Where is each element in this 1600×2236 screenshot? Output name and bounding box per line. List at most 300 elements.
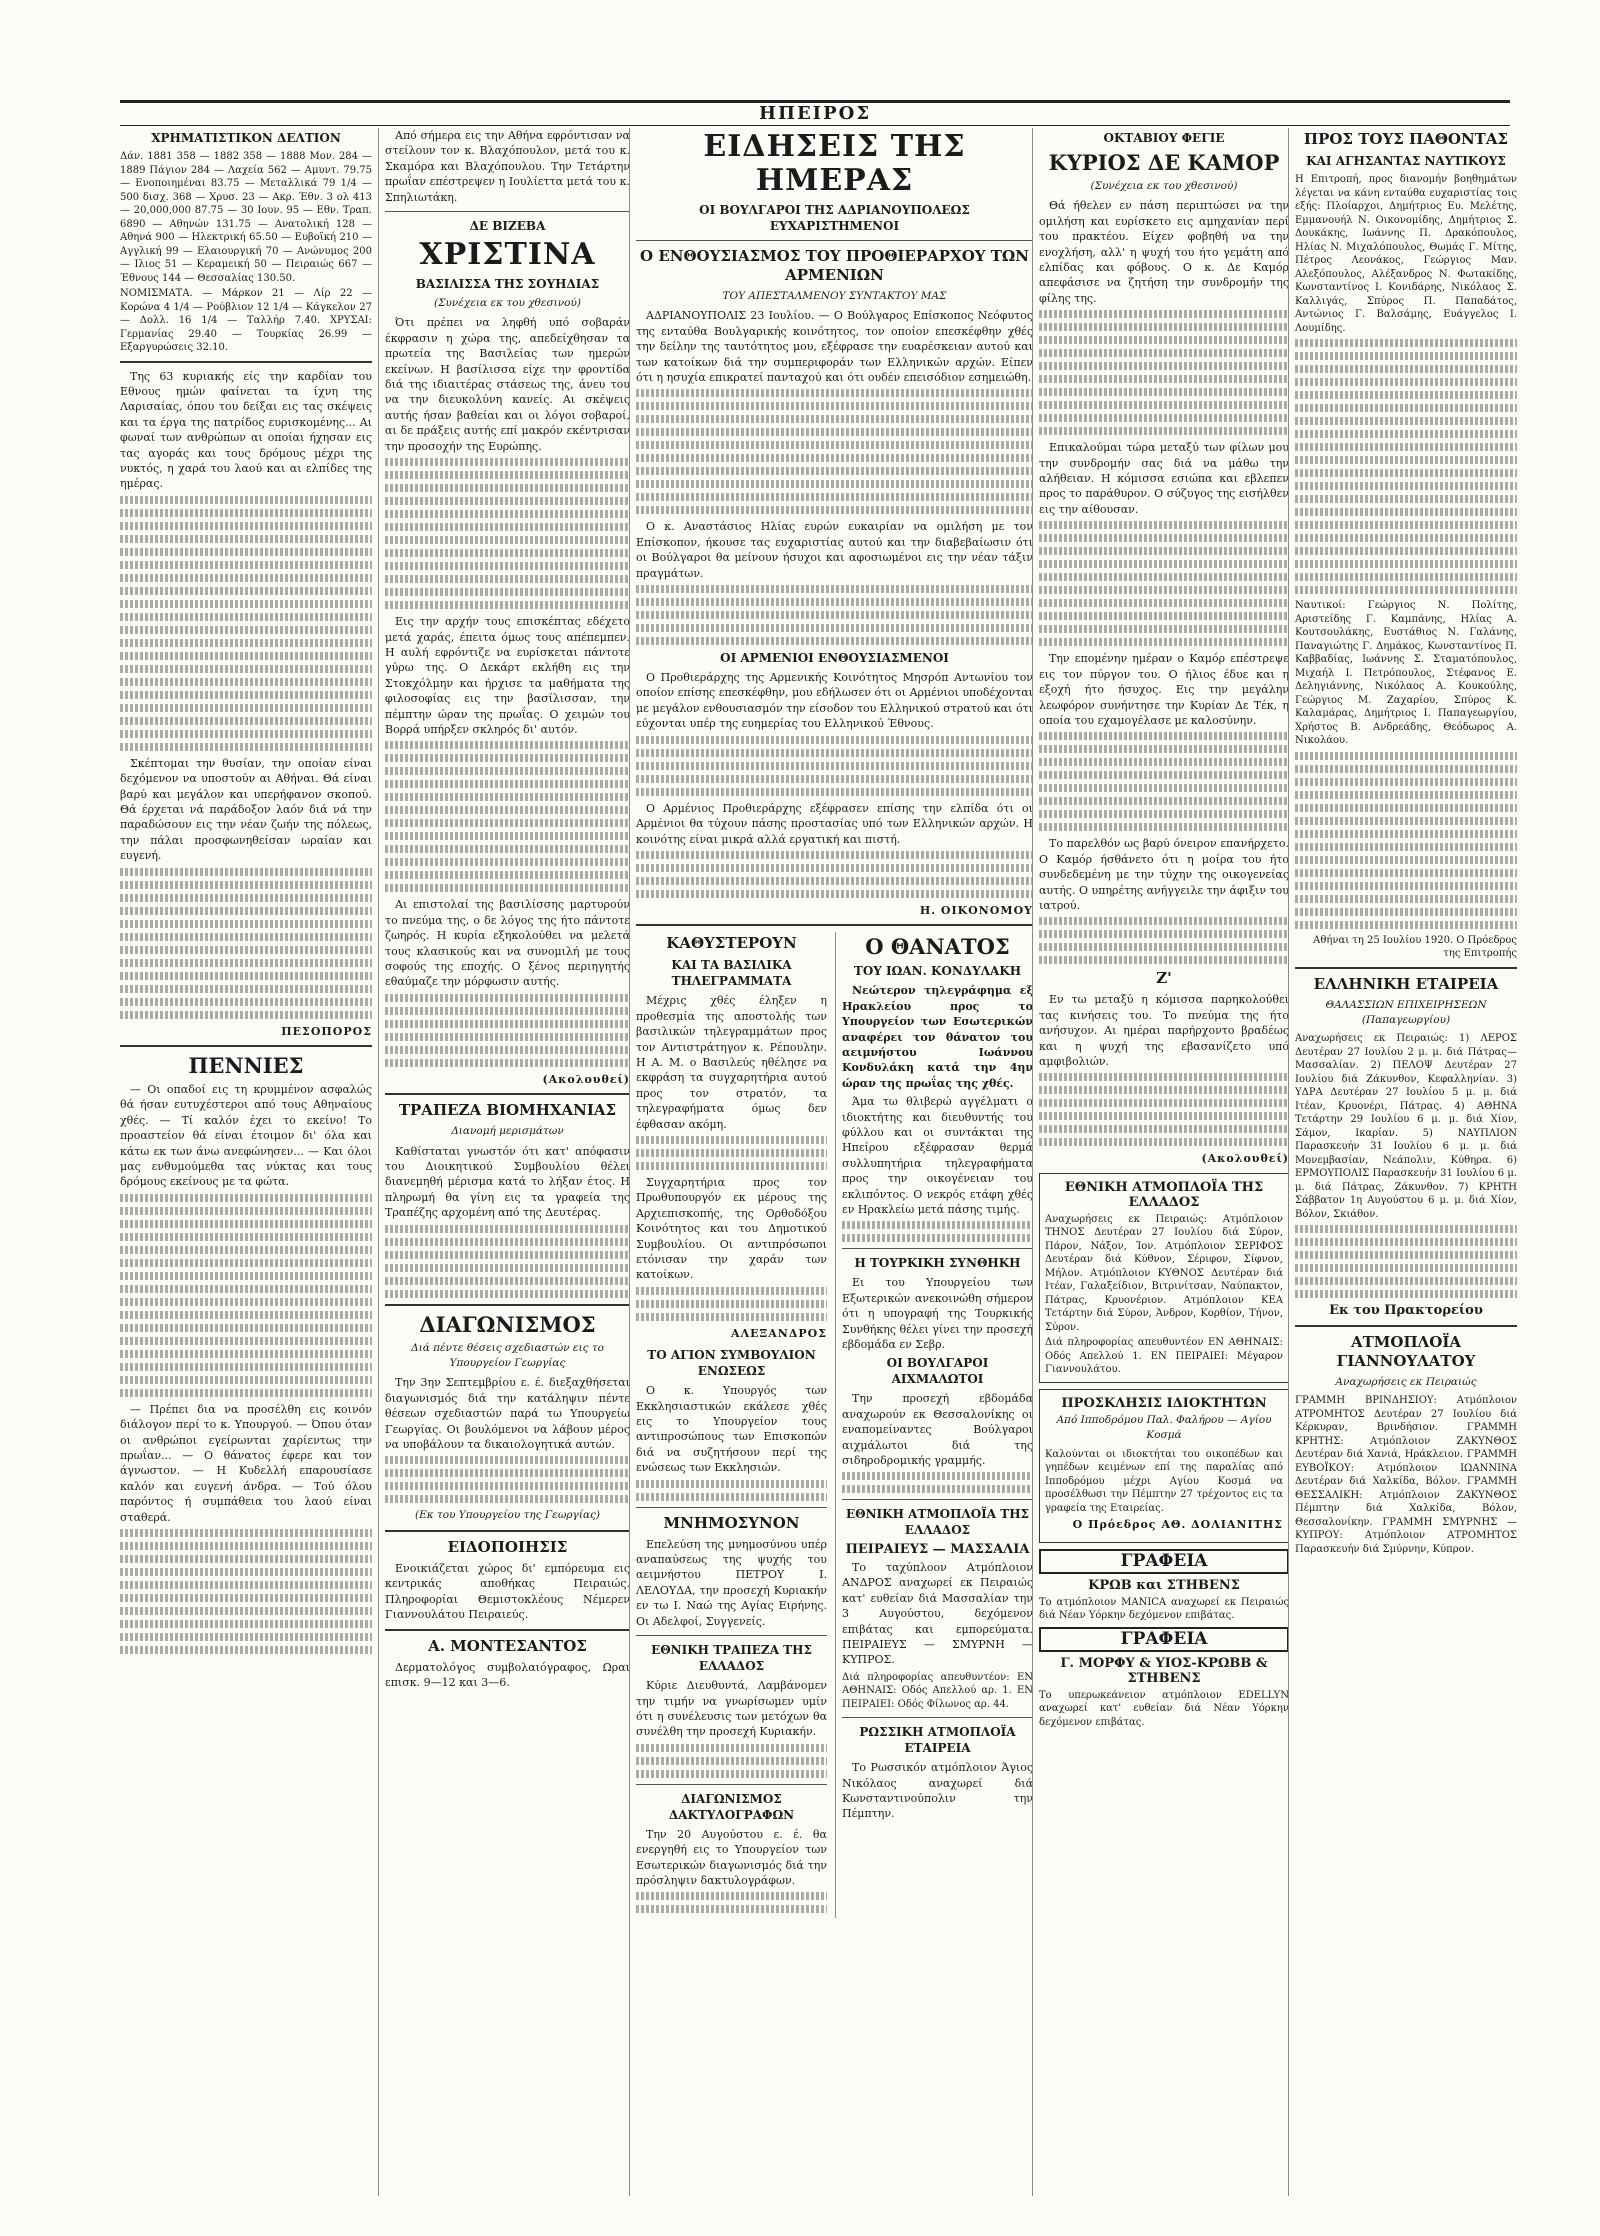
text-body	[1295, 417, 1517, 425]
text-body	[385, 767, 630, 775]
text-body	[1039, 534, 1289, 542]
text-body	[1295, 339, 1517, 347]
divider	[120, 1045, 372, 1047]
serial-subtitle: ΒΑΣΙΛΙΣΣΑ ΤΗΣ ΣΟΥΗΔΙΑΣ	[415, 277, 600, 292]
text-body	[1039, 956, 1289, 964]
divider	[385, 1530, 630, 1532]
text-body	[1295, 1225, 1517, 1233]
text-body	[1295, 765, 1517, 773]
text-body	[636, 1480, 827, 1488]
memorial-title: ΜΝΗΜΟΣΥΝΟΝ	[663, 1513, 800, 1532]
serial-text-2: Εις την αρχήν τους επισκέπτας εδέχετο μετά χαράς, έπειτα όμως τους απέπεμπεν. Η αυλή εφρόντιζε να ευρίσκεται πάντοτε γύρω της. Ο Δεκάρτ εκλήθη εις την Στοκχόλμην και ήρχισε τα μαθήματα της φιλοσοφίας εις την βασίλισσαν, την πέμπτην ώραν της πρωΐας. Ο χειμών του Βορρά υπήρξεν σκληρός δι' αυτόν.	[385, 615, 630, 736]
text-body	[1295, 365, 1517, 373]
text-body	[1295, 778, 1517, 786]
text-body	[385, 871, 630, 879]
text-body	[1295, 1251, 1517, 1259]
serial-author: ΟΚΤΑΒΙΟΥ ΦΕΓΙΕ	[1103, 131, 1225, 145]
beach-subtitle: Από Ιπποδρόμου Παλ. Φαλήρου — Αγίου Κοσμά	[1056, 1414, 1272, 1442]
text-body	[1039, 1073, 1289, 1081]
text-body	[120, 1350, 372, 1358]
bank-title: ΤΡΑΠΕΖΑ ΒΙΟΜΗΧΑΝΙΑΣ	[398, 1101, 617, 1120]
appeal-date: Αθήναι τη 25 Ιουλίου 1920. Ο Πρόεδρος της Επιτροπής	[1313, 934, 1517, 959]
serial-text: Θά ήθελεν εν πάση περιπτώσει να την ομιλήση και ευρίσκετο εις αμηχανίαν περί του πρακτέου. Είχεν φοβηθή να την ενοχλήση, αλλ' η ψυχή του ήτο γεμάτη από ελπίδας και φόβους. Ο κ. Δε Καμόρ απεφάσισε να ζητήση την συνδρομήν της φίλης της.	[1039, 199, 1289, 305]
text-body	[1039, 797, 1289, 805]
text-body	[1039, 414, 1289, 422]
serial-author: ΔΕ ΒΙΖΕΒΑ	[469, 219, 546, 234]
typing-text: Την 20 Αυγούστου ε. έ. θα ενεργηθή εις το Υπουργείον των Εσωτερικών διαγωνισμός διά την πρόσληψιν δακτυλογράφων.	[636, 1827, 827, 1887]
text-body	[120, 509, 372, 517]
text-body	[120, 522, 372, 530]
text-body	[120, 1633, 372, 1641]
text-body	[1295, 430, 1517, 438]
text-body	[1295, 843, 1517, 851]
text-body	[385, 1469, 630, 1477]
delay-title: ΚΑΘΥΣΤΕΡΟΥΝ	[666, 934, 797, 953]
hellenic-title: ΕΛΛΗΝΙΚΗ ΕΤΑΙΡΕΙΑ	[1313, 974, 1499, 993]
text-body	[636, 480, 1033, 488]
text-body	[636, 428, 1033, 436]
text-body	[385, 549, 630, 557]
text-body	[385, 806, 630, 814]
text-body	[120, 881, 372, 889]
divider	[636, 1507, 827, 1508]
text-body	[636, 736, 1033, 744]
office-subtitle: ΚΡΩΒ και ΣΤΗΒΕΝΣ	[1088, 1578, 1240, 1594]
text-body	[1039, 917, 1289, 925]
divider	[842, 1248, 1033, 1249]
text-body	[1295, 352, 1517, 360]
column-2	[378, 128, 636, 2196]
beach-title: ΠΡΟΣΚΛΗΣΙΣ ΙΔΙΟΚΤΗΤΩΝ	[1061, 1395, 1267, 1411]
divider	[385, 1304, 630, 1306]
text-body	[385, 832, 630, 840]
text-body	[120, 1259, 372, 1267]
text-body	[1039, 1125, 1289, 1133]
text-body	[1039, 823, 1289, 831]
text-body	[385, 536, 630, 544]
death-text-2: Άμα τω θλιβερώ αγγέλματι ο ιδιοκτήτης και διευθυντής του φύλλου και οι συντάκται της Ηπείρου εξέφρασαν θερμά συλλυπητήρια τηλεγραφήματα προς την οικογένειαν του εκλιπόντος. Ο νεκρός ετάφη χθές εν Ηρακλείω μετά πάσης τιμής.	[842, 1095, 1033, 1216]
text-body	[1295, 817, 1517, 825]
delay-subtitle: ΚΑΙ ΤΑ ΒΑΣΙΛΙΚΑ ΤΗΛΕΓΡΑΜΜΑΤΑ	[671, 958, 792, 989]
text-body	[120, 1389, 372, 1397]
text-body	[1039, 336, 1289, 344]
text-body	[1039, 1112, 1289, 1120]
text-body	[1039, 1138, 1289, 1146]
text-body	[385, 819, 630, 827]
text-body	[636, 467, 1033, 475]
text-body	[636, 775, 1033, 783]
text-body	[636, 1905, 827, 1913]
text-body	[1039, 547, 1289, 555]
text-body	[385, 1251, 630, 1259]
text-body	[1039, 943, 1289, 951]
text-body	[636, 585, 1033, 593]
text-body	[1039, 349, 1289, 357]
divider	[385, 1093, 630, 1095]
text-body	[1295, 908, 1517, 916]
text-body	[1295, 521, 1517, 529]
text-body	[120, 665, 372, 673]
text-body	[120, 1298, 372, 1306]
text-body	[636, 1162, 827, 1170]
serial-text-3: Την επομένην ημέραν ο Καμόρ επέστρεψε εις τον πύργον του. Ο ήλιος έδυε και η εξοχή ήτο ήσυχος. Εις την μεγάλην λεωφόρον συνήντησε την Κυρίαν Δε Τέκ, η οποία του εχαμογέλασε με καλοσύνην.	[1039, 652, 1289, 727]
contest-source: (Εκ του Υπουργείου της Γεωργίας)	[414, 1509, 601, 1522]
text-body	[842, 1221, 1033, 1229]
text-body	[1295, 573, 1517, 581]
contest-title: ΔΙΑΓΩΝΙΣΜΟΣ	[419, 1311, 596, 1337]
text-body	[120, 1011, 372, 1019]
turk-text: Ει του Υπουργείου των Εξωτερικών ανεκοινώθη σήμερον ότι η υπογραφή της Τουρκικής Συνθήκης θέλει γίνει την προσεχή εβδομάδα εν Σεβρ.	[842, 1276, 1034, 1352]
text-body	[385, 484, 630, 492]
text-body	[1039, 401, 1289, 409]
beach-text: Καλούνται οι ιδιοκτήται του οικοπέδων και γηπέδων κειμένων επί της παραλίας από Ιπποδρόμου μέχρι Αγίου Κοσμά να προσέλθωσι την Πέμπτην 27 τρέχοντος εις τα γραφεία της Εταιρείας.	[1045, 1448, 1283, 1514]
serial-continuation: (Συνέχεια εκ του χθεσινού)	[1090, 180, 1238, 192]
text-body	[385, 1277, 630, 1285]
divider	[120, 361, 372, 363]
ship1-info: Διά πληροφορίας απευθυντέον ΕΝ ΑΘΗΝΑΙΣ: Οδός Απελλού 1. ΕΝ ΠΕΙΡΑΙΕΙ: Μέγαρον Γιαννουλάτου.	[1045, 1337, 1283, 1376]
text-body	[120, 907, 372, 915]
text-body	[1039, 810, 1289, 818]
text-body	[385, 1020, 630, 1028]
text-body	[636, 1493, 827, 1501]
text-body	[1295, 830, 1517, 838]
text-body	[1039, 573, 1289, 581]
newspaper-title: ΗΠΕΙΡΟΣ	[749, 103, 881, 124]
text-body	[120, 1272, 372, 1280]
ship-subtitle: ΠΕΙΡΑΙΕΥΣ — ΜΑΣΣΑΛΙΑ	[845, 1542, 1030, 1558]
beach-ad-box	[1039, 1389, 1289, 1543]
top-text: Από σήμερα εις την Αθήνα εφρόντισαν να στείλουν τον κ. Βλαχόπουλον, μετά του κ. Σκαμόρα και Βλαχόπουλου. Την Τετάρτην πρωΐαν επέστρεψεν η Ιουλίεττα μετά του κ. Σπηλιωτάκη.	[385, 129, 630, 204]
text-body	[636, 851, 1033, 859]
news-lower-split	[636, 932, 1033, 1918]
text-body	[1295, 1277, 1517, 1285]
beach-signature: Ο Πρόεδρος ΑΘ. ΔΟΛΙΑΝΙΤΗΣ	[1072, 1518, 1283, 1532]
death-title: Ο ΘΑΝΑΤΟΣ	[865, 934, 1010, 960]
appeal-subtitle: ΚΑΙ ΑΓΗΣΑΝΤΑΣ ΝΑΥΤΙΚΟΥΣ	[1306, 154, 1506, 168]
text-body	[385, 1264, 630, 1272]
notice-text: Ενοικιάζεται χώρος δι' εμπόρευμα εις κεντρικάς αποθήκας Πειραιώς. Πληροφορίαι Θεμιστοκλέους Νέμερεν Γιαννουλάτου Πειραιεύς.	[385, 1561, 630, 1622]
text-body	[120, 1555, 372, 1563]
divider	[842, 1499, 1033, 1500]
text-body	[385, 754, 630, 762]
finance-text: Δάν. 1881 358 — 1882 358 — 1888 Μον. 284 — 1889 Πάγιον 284 — Λαχεία 562 — Αμυντ. 79.75 — Ενοποιημέναι 83.75 — Μεταλλικά 79 1/4 — 500 δισχ. 368 — Χρυσ. 23 — Ακρ. Έθν. 3 ολ 413 — 20,000,000 87.75 — 30 Ιουν. 95 — Εθν. Τραπ. 6890 — Αθηνών 131.75 — Ανατολική 128 — Αθηνά 900 — Ηλεκτρική 65.50 — Ευβοϊκή 210 — Αγγλική 99 — Ελαιουργική 70 — Ανώνυμος 200 — Ιλιος 51 — Κεραμεική 50 — Πειραιώς 667 — Έθνους 144 — Θεσσαλίας 130.50.	[120, 151, 372, 284]
hellenic-office: Εκ του Πρακτορείου	[1329, 1303, 1483, 1319]
article-text-2: Σκέπτομαι την θυσίαν, την οποίαν είναι δεχόμενον να υποστούν αι Αθήναι. Θά είναι βαρύ και μεγάλον και υπερήφανον σκοπού. Θά έρχεται νά παράδοξον λαόν διά νά την παραδώσουν εις την νέαν ζωήν της πόλεως, την πάλαι προσφωνηθείσαν ωραίαν και ευγενή.	[120, 756, 372, 863]
text-body	[120, 600, 372, 608]
text-body	[636, 415, 1033, 423]
text-body	[120, 1337, 372, 1345]
text-body	[636, 1313, 827, 1321]
text-body	[120, 652, 372, 660]
text-body	[120, 959, 372, 967]
text-body	[120, 1220, 372, 1228]
text-body	[120, 535, 372, 543]
lead-text: ΑΔΡΙΑΝΟΥΠΟΛΙΣ 23 Ιουλίου. — Ο Βούλγαρος Επίσκοπος Νεόφυτος της ενταύθα Βουλγαρικής κοινότητος, τον οποίον επεσκέφθην χθές την δείλην της ταυτότητος μου, εξέφρασε την ευαρέσκειαν αυτού και των κατοίκων διά την συμπεριφοράν των Ελληνικών αρχών. Είπεν ότι η ησυχία επικρατεί πανταχού και ότι ουδέν επεισόδιον εσημειώθη.	[636, 309, 1033, 385]
column-1	[120, 128, 378, 2196]
divider	[636, 1635, 827, 1636]
serial-text: Ότι πρέπει να ληφθή υπό σοβαράν έκφρασιν η χώρα της, απεδείχθησαν τα πρωτεία της Βασιλείας των ημερών εκείνων. Η βασίλισσα είχε την φροντίδα διά της ιδιαιτέρας στάσεως της, άνευ του να την διευκολύνη κανείς. Αι σκέψεις αυτής ήσαν βαθείαι και οι λόγοι σοβαροί, αι δε πράξεις αυτής επί μακρόν εκέντρισαν την προσοχήν της Ευρώπης.	[385, 316, 630, 453]
text-body	[1295, 443, 1517, 451]
armenian-head: ΟΙ ΑΡΜΕΝΙΟΙ ΕΝΘΟΥΣΙΑΣΜΕΝΟΙ	[720, 651, 949, 666]
text-body	[385, 562, 630, 570]
column-5	[1288, 128, 1517, 2196]
divider	[636, 240, 1033, 241]
text-body	[120, 626, 372, 634]
ship-text: Το ταχύπλοον Ατμόπλοιον ΑΝΔΡΟΣ αναχωρεί εκ Πειραιώς κατ' ευθείαν διά Μασσαλίαν την 3 Αυγούστου, δεχόμενον επιβάτας και εμπορεύματα. ΠΕΙΡΑΙΕΥΣ — ΣΜΥΡΝΗ — ΚΥΠΡΟΣ.	[842, 1560, 1033, 1667]
divider	[1295, 1325, 1517, 1327]
serial-title: ΧΡΙΣΤΙΝΑ	[419, 237, 596, 273]
text-body	[1295, 508, 1517, 516]
text-body	[120, 1246, 372, 1254]
text-body	[1039, 758, 1289, 766]
text-body	[385, 845, 630, 853]
divider	[385, 211, 630, 212]
text-body	[385, 793, 630, 801]
ship-ad-box	[1039, 1173, 1289, 1383]
hellenic-subtitle: ΘΑΛΑΣΣΙΩΝ ΕΠΙΧΕΙΡΗΣΕΩΝ (Παπαγεωργίου)	[1325, 998, 1487, 1026]
church-head: ΤΟ ΑΓΙΟΝ ΣΥΜΒΟΥΛΙΟΝ ΕΝΩΣΕΩΣ	[647, 1348, 816, 1379]
text-body	[120, 868, 372, 876]
text-body	[636, 1287, 827, 1295]
delay-text: Μέχρις χθές έληξεν η προθεσμία της αποστολής των βασιλικών τηλεγραμμάτων προς τον Αντιστράτηγον κ. Ρέπουλην. Η Α. Μ. ο Βασιλεύς ηθέλησε να εκφράση τα συγχαρητήρια αυτού προς τον στρατόν, τα τηλεγραφήματα όμως δεν έφθασαν ακόμη.	[636, 994, 827, 1131]
news-main-title: ΕΙΔΗΣΕΙΣ ΤΗΣ ΗΜΕΡΑΣ	[703, 129, 966, 198]
text-body	[120, 933, 372, 941]
text-body	[120, 1529, 372, 1537]
text-body	[1039, 427, 1289, 435]
notes-title: ΠΕΝΝΙΕΣ	[188, 1053, 304, 1078]
armenian-text: Ο Προθιεράρχης της Αρμενικής Κοινότητος Μησρόπ Αντωνίου τον οποίον επίσης επεσκέφθην, μου εδήλωσεν ότι οι Αρμένιοι υποδέχονται με μεγάλον ενθουσιασμόν την είσοδον του Ελληνικού στρατού και ότι εύχονται υπέρ της ευημερίας του Ελληνικού Έθνους.	[636, 671, 1033, 731]
serial-continuation: (Συνέχεια εκ του χθεσινού)	[434, 297, 581, 310]
text-body	[385, 994, 630, 1002]
appeal-text: Η Επιτροπή, προς διανομήν βοηθημάτων λέγεται να κάνη ενταύθα ευχαριστίας τοις εξής: Πλοίαρχοι, Δημήτριος Ευ. Μελέτης, Εμμανουήλ Ν. Οικονομίδης, Δημήτριος Σ. Δουκάκης, Ιωάννης Π. Δρακόπουλος, Ηλίας Ν. Μιχαλόπουλος, Θωμάς Γ. Μίτης, Πέτρος Λεονάκος, Γεώργιος Μαν. Αλεξόπουλος, Αλέξανδρος Ν. Φωτακίδης, Κωνσταντίνος Ι. Κονιδάρης, Νικόλαος Σ. Καλλιγάς, Σπύρος Π. Παπαδάτος, Αντώνιος Γ. Βαλσάμης, Ευάγγελος Ι. Λουμίδης.	[1295, 174, 1517, 334]
text-body	[120, 639, 372, 647]
text-body	[1039, 586, 1289, 594]
text-body	[1295, 547, 1517, 555]
text-body	[385, 523, 630, 531]
text-body	[636, 454, 1033, 462]
text-body	[120, 1581, 372, 1589]
text-body	[120, 574, 372, 582]
text-body	[385, 741, 630, 749]
text-body	[1295, 1238, 1517, 1246]
text-body	[636, 788, 1033, 796]
text-body	[1039, 1099, 1289, 1107]
bank-subtitle: Διανομή μερισμάτων	[451, 1125, 564, 1138]
text-body	[1039, 375, 1289, 383]
text-body	[385, 1225, 630, 1233]
text-body	[120, 1363, 372, 1371]
text-body	[120, 1620, 372, 1628]
text-body	[636, 877, 1033, 885]
text-body	[1039, 323, 1289, 331]
serial-chapter-mark: Ζ'	[1156, 969, 1172, 988]
notes-text-2: — Πρέπει δια να προσέλθη εις κοινόν διάλογον περί το κ. Υπουργού. — Όπου όταν οι ανθρώποι εγείρωνται χαρίεντως την πρωΐαν... — Ο θάνατος έφερε και τον άγνωστον. — Η Κυδελλή επαρουσίασε καλόν και ευγενή άνδρα. — Τού όλου παρόντος ή συμπάθεια του λαού είναι σταθερά.	[120, 1402, 372, 1524]
office2-title: ΓΡΑΦΕΙΑ	[1039, 1627, 1289, 1652]
office2-text: Το υπερωκεάνειον ατμόπλοιον EDELLYN αναχωρεί κατ' ευθείαν διά Νέαν Υόρκην δεχόμενον επιβάτας.	[1039, 1689, 1289, 1728]
text-body	[1039, 560, 1289, 568]
text-body	[1295, 586, 1517, 594]
office-title: ΓΡΑΦΕΙΑ	[1039, 1549, 1289, 1574]
text-body	[636, 864, 1033, 872]
text-body	[1295, 482, 1517, 490]
news-lower-left	[636, 932, 827, 1918]
masthead	[120, 100, 1510, 126]
text-body	[120, 548, 372, 556]
lead-text-2: Ο κ. Αναστάσιος Ηλίας ευρών ευκαιρίαν να ομιλήση με τον Επίσκοπον, ήκουσε τας ευχαριστίας αυτού και την διαβεβαίωσιν ότι οι Βούλγαροι θα μείνουν ήσυχοι και αφοσιωμένοι εις την νέαν τάξιν πραγμάτων.	[636, 520, 1033, 580]
ship1-title: ΕΘΝΙΚΗ ΑΤΜΟΠΛΟΪΑ ΤΗΣ ΕΛΛΑΔΟΣ	[1064, 1179, 1264, 1211]
text-body	[120, 946, 372, 954]
text-body	[1039, 1086, 1289, 1094]
news-signature: Η. ΟΙΚΟΝΟΜΟΥ	[919, 903, 1033, 917]
text-body	[1295, 404, 1517, 412]
turk-title: Η ΤΟΥΡΚΙΚΗ ΣΥΝΘΗΚΗ	[854, 1256, 1021, 1271]
text-body	[1295, 921, 1517, 929]
news-lower-right	[835, 932, 1033, 1918]
text-body	[120, 1542, 372, 1550]
text-body	[120, 1607, 372, 1615]
text-body	[120, 561, 372, 569]
appeal-text-2: Ναυτικοί: Γεώργιος Ν. Πολίτης, Αριστείδης Γ. Καμπάνης, Ηλίας Α. Κουτσουλάκης, Ευστάθιος Ν. Γαλάνης, Παναγιώτης Γ. Δημάκος, Κωνσταντίνος Π. Καββαδίας, Ιωάννης Σ. Σταματόπουλος, Μιχαήλ Ι. Πετρόπουλος, Στέφανος Ε. Δεληγιάννης, Νικόλαος Α. Κουκούλης, Γεώργιος Μ. Ζαχαρίου, Σπύρος Κ. Καλαμάρας, Δημήτριος Ι. Παπαγεωργίου, Χρήστος Β. Ανδρεάδης, Θεόδωρος Α. Νικολάου.	[1295, 600, 1517, 746]
text-body	[120, 985, 372, 993]
armenian-text-2: Ο Αρμένιος Προθιεράρχης εξέφρασεν επίσης την ελπίδα ότι οι Αρμένιοι θα τύχουν πάσης προστασίας υπό των Ελληνικών αρχών. Η κοινότης είναι μικρά αλλά εργατική και πιστή.	[636, 801, 1033, 846]
text-body	[385, 1046, 630, 1054]
text-body	[120, 1646, 372, 1654]
text-body	[1039, 612, 1289, 620]
text-body	[120, 1376, 372, 1384]
giann-text: ΓΡΑΜΜΗ ΒΡΙΝΔΗΣΙΟΥ: Ατμόπλοιον ΑΤΡΟΜΗΤΟΣ Δευτέραν 27 Ιουλίου διά Κέρκυραν, Βρινδήσιον. ΓΡΑΜΜΗ ΚΡΗΤΗΣ: Ατμόπλοιον ΖΑΚΥΝΘΟΣ Δευτέραν διά Χανιά, Ηράκλειον. ΓΡΑΜΜΗ ΕΥΒΟΪΚΟΥ: Ατμόπλοιον ΙΩΑΝΝΙΝΑ Δευτέραν διά Χαλκίδα, Βόλον. ΓΡΑΜΜΗ ΘΕΣΣΑΛΙΚΗ: Ατμόπλοιον ΖΑΚΥΝΘΟΣ Πέμπτην διά Χαλκίδα, Βόλον, Θεσσαλονίκην. ΓΡΑΜΜΗ ΣΜΥΡΝΗΣ — ΚΥΠΡΟΥ: Ατμόπλοιον ΑΤΡΟΜΗΤΟΣ Παρασκευήν διά Σμύρνην, Κύπρον.	[1295, 1395, 1517, 1555]
text-body	[385, 1007, 630, 1015]
text-body	[1039, 362, 1289, 370]
text-body	[120, 743, 372, 751]
text-body	[385, 1033, 630, 1041]
notice-title: ΕΙΔΟΠΟΙΗΣΙΣ	[447, 1537, 568, 1556]
divider	[636, 924, 1033, 926]
divider	[1295, 967, 1517, 969]
text-body	[120, 730, 372, 738]
text-body	[120, 496, 372, 504]
text-body	[120, 1594, 372, 1602]
text-body	[1039, 638, 1289, 646]
text-body	[120, 998, 372, 1006]
text-body	[636, 637, 1033, 645]
ship-info: Διά πληροφορίας απευθυντέον: ΕΝ ΑΘΗΝΑΙΣ: Οδός Απελλού αρ. 1. ΕΝ ΠΕΙΡΑΙΕΙ: Οδός Φίλωνος αρ. 44.	[842, 1671, 1033, 1710]
text-body	[120, 1207, 372, 1215]
serial-text-5: Εν τω μεταξύ η κόμισσα παρηκολούθει τας κινήσεις του. Το πνεύμα της ήτο ανήσυχον. Αι ημέραι παρήρχοντο βραδέως και η ψυχή της εβασανίζετο υπό αμφιβολιών.	[1039, 993, 1289, 1068]
text-body	[1295, 560, 1517, 568]
text-body	[1039, 599, 1289, 607]
serial-text-4: Το παρελθόν ως βαρύ όνειρον επανήρχετο. Ο Καμόρ ήσθάνετο ότι η μοίρα του ήτο συνδεδεμένη με την τύχην της οικογενείας αυτής. Ο υπηρέτης ανήγγειλε την άφιξιν του ιατρού.	[1039, 837, 1289, 912]
text-body	[120, 717, 372, 725]
text-body	[636, 1770, 827, 1778]
text-body	[385, 510, 630, 518]
text-body	[1295, 804, 1517, 812]
text-body	[120, 972, 372, 980]
bulgar-text: Την προσεχή εβδομάδα αναχωρούν εκ Θεσσαλονίκης οι εναπομείναντες Βούλγαροι αιχμάλωτοι διά της σιδηροδρομικής γραμμής.	[842, 1392, 1033, 1468]
text-body	[1295, 534, 1517, 542]
text-body	[636, 402, 1033, 410]
serial-text-3: Αι επιστολαί της βασιλίσσης μαρτυρούν το πνεύμα της, ο δε λόγος της ήτο πάντοτε ζωηρός. Η κυρία εξηκολούθει να μελετά τους κλασικούς και να συνομιλή με τους σοφούς της εποχής. Ο ξένος περιηγητής εθαύμαζε την μόρφωσιν αυτής.	[385, 898, 630, 989]
text-body	[385, 884, 630, 892]
text-body	[385, 601, 630, 609]
text-body	[636, 389, 1033, 397]
delay-signature: ΑΛΕΞΑΝΔΡΟΣ	[731, 1326, 827, 1340]
text-body	[1295, 882, 1517, 890]
ship1-text: Αναχωρήσεις εκ Πειραιώς: Ατμόπλοιον ΤΗΝΟΣ Δευτέραν 27 Ιουλίου διά Σύρον, Πάρον, Νάξον, Ίον. Ατμόπλοιον ΣΕΡΙΦΟΣ Δευτέραν διά Κύθνον, Σέριφον, Σίφνον, Μήλον. Ατμόπλοιον ΚΥΘΝΟΣ Δευτέραν διά Ιτέαν, Γαλαξείδιον, Βιτρινίτσαν, Ναύπακτον, Πάτρας, Κρυονέριον. Ατμόπλοιον ΚΕΑ Τετάρτην διά Σύρον, Άνδρον, Κορθίον, Τήνον, Σύρον.	[1045, 1213, 1283, 1333]
text-body	[385, 858, 630, 866]
office2-subtitle: Γ. ΜΟΡΦΥ & ΥΙΟΣ-ΚΡΩΒΒ & ΣΤΗΒΕΝΣ	[1060, 1655, 1268, 1687]
text-body	[120, 704, 372, 712]
text-body	[1295, 1264, 1517, 1272]
death-subtitle: ΤΟΥ ΙΩΑΝ. ΚΟΝΔΥΛΑΚΗ	[853, 964, 1022, 979]
text-body	[636, 598, 1033, 606]
text-body	[120, 894, 372, 902]
text-body	[636, 493, 1033, 501]
divider	[385, 1629, 630, 1631]
text-body	[636, 1136, 827, 1144]
text-body	[385, 458, 630, 466]
text-body	[1295, 391, 1517, 399]
text-body	[1039, 310, 1289, 318]
hellenic-text: Αναχωρήσεις εκ Πειραιώς: 1) ΛΕΡΟΣ Δευτέραν 27 Ιουλίου 2 μ. μ. διά Πάτρας—Μασσαλίαν. 2) ΠΕΛΟΨ Δευτέραν 27 Ιουλίου διά Ζάκυνθον, Κεφαλληνίαν. 3) ΥΔΡΑ Δευτέραν 27 Ιουλίου 5 μ. μ. διά Ιτέαν, Κρυονέρι, Πάτρας. 4) ΑΘΗΝΑ Τετάρτην 29 Ιουλίου 6 μ. μ. διά Χίον, Σάμον, Ικαρίαν. 5) ΝΑΥΠΛΙΟΝ Παρασκευήν 31 Ιουλίου 6 μ. μ. διά Μονεμβασίαν, Νεάπολιν, Κύθηρα. 6) ΕΡΜΟΥΠΟΛΙΣ Παρασκευήν 31 Ιουλίου 6 μ. μ. διά Πάτρας, Ζάκυνθον. 7) ΚΡΗΤΗ Σάββατον 1η Αυγούστου 6 μ. μ. διά Χίον, Βόλον, Σκιάθον.	[1295, 1033, 1517, 1220]
delay-text-2: Συγχαρητήρια προς τον Πρωθυπουργόν εκ μέρους της Αρχιεπισκοπής, της Ορθοδόξου Κοινότητος και του Δημοτικού Συμβουλίου. Οι αντιπρόσωποι ετόνισαν την χαράν των κατοίκων.	[636, 1175, 827, 1282]
text-body	[120, 920, 372, 928]
text-body	[636, 1149, 827, 1157]
text-body	[636, 890, 1033, 898]
text-body	[385, 497, 630, 505]
text-body	[1295, 378, 1517, 386]
text-body	[1295, 469, 1517, 477]
text-body	[1039, 771, 1289, 779]
to-be-continued: (Ακολουθεί)	[1201, 1152, 1289, 1166]
memorial-text: Επελεύση της μνημοσύνου υπέρ αναπαύσεως της ψυχής του αειμνήστου ΠΕΤΡΟΥ Ι. ΛΕΛΟΥΔΑ, την προσεχή Κυριακήν εν τω Ι. Ναώ της Αγίας Ειρήνης. Οι Αδελφοί, Συγγενείς.	[636, 1537, 827, 1628]
text-body	[120, 1568, 372, 1576]
text-body	[1039, 784, 1289, 792]
text-body	[1295, 456, 1517, 464]
text-body	[385, 1456, 630, 1464]
giann-title: ΑΤΜΟΠΛΟΪΑ ΓΙΑΝΝΟΥΛΑΤΟΥ	[1336, 1332, 1476, 1370]
text-body	[385, 780, 630, 788]
text-body	[1295, 1290, 1517, 1298]
text-body	[636, 1892, 827, 1900]
bulgar-head: ΟΙ ΒΟΥΛΓΑΡΟΙ ΑΙΧΜΑΛΩΤΟΙ	[886, 1356, 989, 1387]
text-body	[1039, 930, 1289, 938]
ship-title: ΕΘΝΙΚΗ ΑΤΜΟΠΛΟΪΑ ΤΗΣ ΕΛΛΑΔΟΣ	[845, 1507, 1030, 1538]
text-body	[636, 749, 1033, 757]
text-body	[636, 1300, 827, 1308]
news-byline: ΤΟΥ ΑΠΕΣΤΑΛΜΕΝΟΥ ΣΥΝΤΑΚΤΟΥ ΜΑΣ	[722, 290, 947, 302]
company-title: ΡΩΣΣΙΚΗ ΑΤΜΟΠΛΟΪΑ ΕΤΑΙΡΕΙΑ	[859, 1725, 1016, 1756]
text-body	[1039, 732, 1289, 740]
contest-subtitle: Διά πέντε θέσεις σχεδιαστών εις το Υπουργείον Γεωργίας	[411, 1341, 604, 1370]
text-body	[385, 588, 630, 596]
text-body	[120, 1311, 372, 1319]
text-body	[1295, 791, 1517, 799]
text-body	[636, 762, 1033, 770]
ad-text: Δερματολόγος συμβολαιόγραφος, Ωραι επισκ. 9—12 και 3—6.	[385, 1660, 630, 1689]
news-subtitle: ΟΙ ΒΟΥΛΓΑΡΟΙ ΤΗΣ ΑΔΡΙΑΝΟΥΠΟΛΕΩΣ ΕΥΧΑΡΙΣΤΗΜΕΝΟΙ	[699, 203, 970, 233]
giann-subtitle: Αναχωρήσεις εκ Πειραιώς	[1335, 1375, 1477, 1388]
company-text: Το Ρωσσικόν ατμόπλοιον Άγιος Νικόλαος αναχωρεί διά Κωνσταντινούπολιν την Πέμπτην.	[842, 1761, 1033, 1821]
text-body	[636, 1744, 827, 1752]
text-body	[1039, 388, 1289, 396]
text-body	[1295, 752, 1517, 760]
text-body	[120, 1324, 372, 1332]
article-signature: ΠΕΣΟΠΟΡΟΣ	[281, 1024, 372, 1038]
text-body	[385, 1290, 630, 1298]
text-body	[385, 1059, 630, 1067]
text-body	[636, 1757, 827, 1765]
finance-text-2: ΝΟΜΙΣΜΑΤΑ. — Μάρκον 21 — Λίρ 22 — Κορώνα 4 1/4 — Ρούβλιον 12 1/4 — Κάγκελον 27 — Δολλ. 16 1/4 — Ταλλήρ 7.40. ΧΡΥΣΑΙ: Γερμανίας 29.40 — Τουρκίας 26.99 — Εξαργυρώσεις 32.10.	[120, 288, 372, 353]
